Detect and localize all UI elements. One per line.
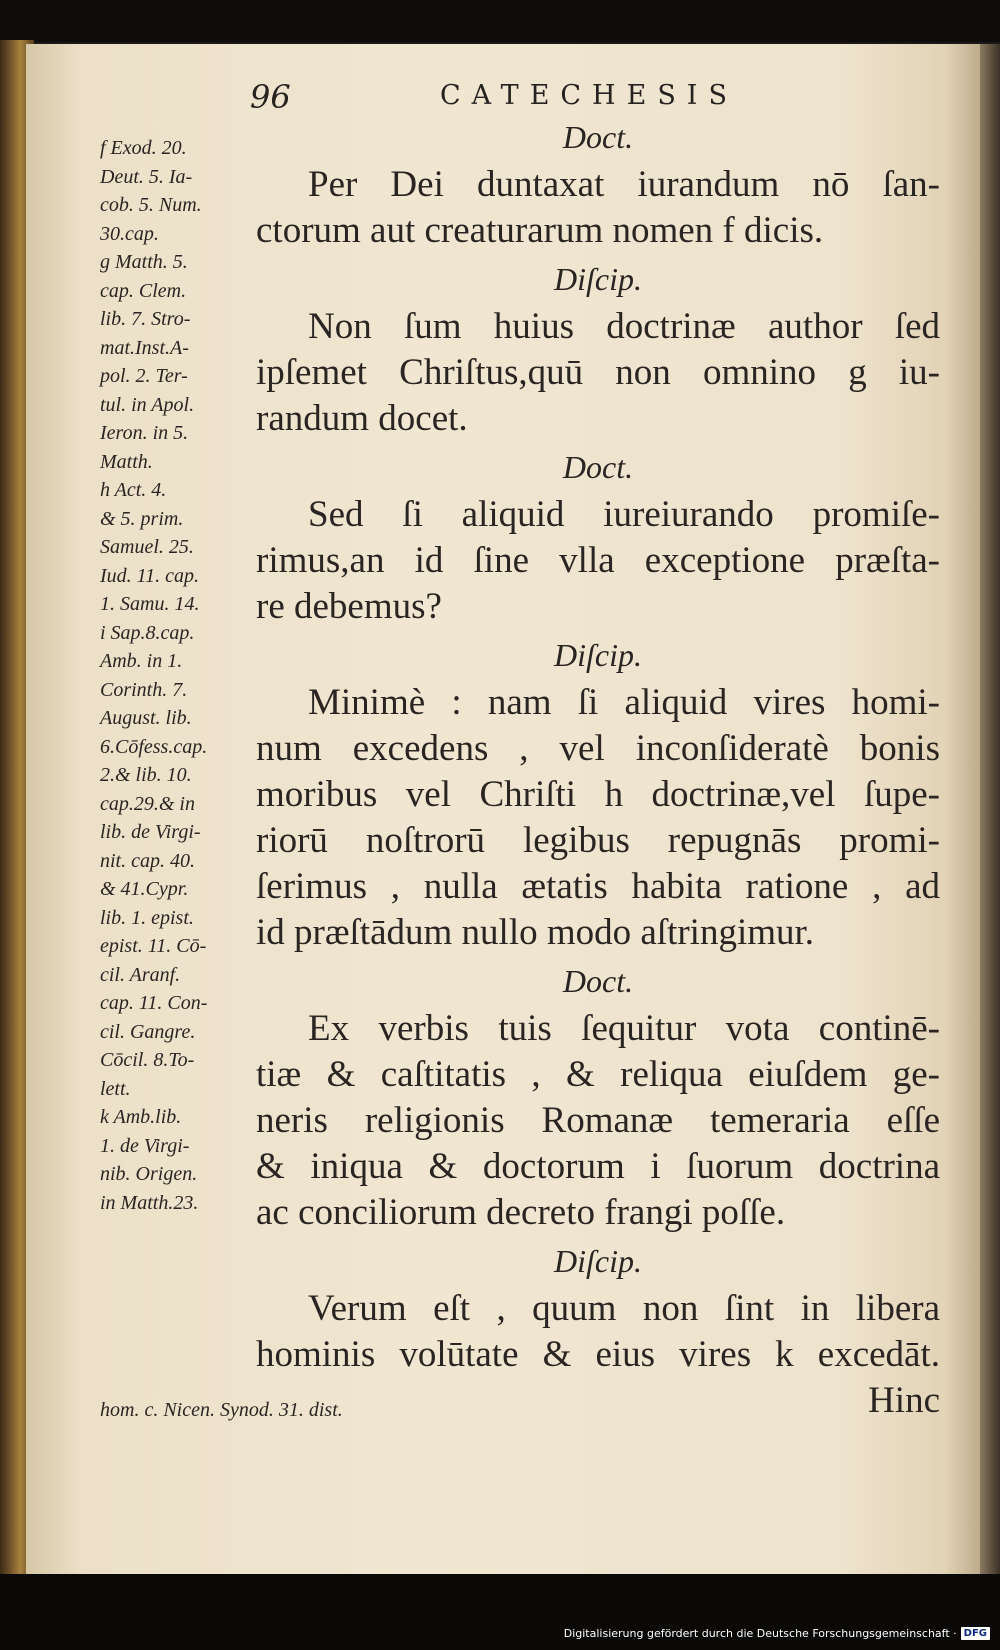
margin-note-line: cil. Gangre. [100, 1020, 196, 1043]
margin-note-line: & 41.Cypr. [100, 878, 189, 900]
page-right-shadow [980, 44, 1000, 1574]
margin-note-line: pol. 2. Ter- [100, 365, 188, 387]
margin-note-line: lib. 1. epist. [100, 906, 194, 929]
text-line: neris religionis Romanæ temeraria eſſe [256, 1100, 940, 1141]
margin-note-line: cap. 11. Con- [100, 992, 208, 1014]
margin-note-line: lib. 7. Stro- [100, 308, 191, 330]
margin-note-line: g Matth. 5. [100, 251, 188, 273]
text-line: Verum eſt , quum non ſint in libera [308, 1288, 940, 1329]
margin-note-line: i Sap.8.cap. [100, 621, 195, 644]
text-line: Non ſum huius doctrinæ author ſed [308, 306, 940, 347]
credit-text: Digitalisierung gefördert durch die Deutsche Forschungsgemeinschaft · [563, 1627, 957, 1640]
text-line: Minimè : nam ſi aliquid vires homi- [308, 682, 940, 723]
scan-top-border [0, 0, 1000, 42]
dfg-logo: DFG [961, 1627, 990, 1640]
speaker-label: Diſcip. [554, 261, 642, 297]
text-line: ſerimus , nulla ætatis habita ratione , ad [256, 866, 940, 907]
margin-note-line: August. lib. [100, 707, 192, 729]
margin-note-line: Corinth. 7. [100, 678, 188, 701]
margin-note-line: mat.Inst.A- [100, 336, 189, 359]
main-text [256, 112, 940, 1424]
text-line: id præſtādum nullo modo aſtringimur. [256, 912, 815, 953]
margin-note-line: h Act. 4. [100, 479, 167, 501]
speaker-label: Diſcip. [554, 1243, 642, 1279]
margin-note-line: 30.cap. [100, 222, 159, 245]
margin-note-line: & 5. prim. [100, 507, 184, 530]
text-line: & iniqua & doctorum i ſuorum doctrina [256, 1146, 940, 1187]
margin-note-line: lib. de Virgi- [100, 821, 201, 843]
speaker-label: Diſcip. [554, 637, 642, 673]
margin-note-line: k Amb.lib. [100, 1106, 182, 1128]
catchword: Hinc [868, 1380, 940, 1421]
margin-notes [100, 134, 343, 1421]
margin-note-line: tul. in Apol. [100, 393, 195, 416]
margin-note-line: in Matth.23. [100, 1191, 199, 1214]
text-line: Per Dei duntaxat iurandum nō ſan- [308, 164, 940, 205]
margin-note-line: epist. 11. Cō- [100, 935, 207, 957]
margin-note-line: cil. Aranf. [100, 963, 181, 986]
text-line: re debemus? [256, 586, 442, 627]
text-line: ac conciliorum decreto frangi poſſe. [256, 1192, 786, 1233]
margin-note-line: Samuel. 25. [100, 536, 194, 558]
text-line: rimus,an id ſine vlla exceptione præſta- [256, 540, 940, 581]
margin-note-line: 1. de Virgi- [100, 1134, 190, 1157]
text-line: ctorum aut creaturarum nomen f dicis. [256, 210, 824, 251]
margin-note-line: 2.& lib. 10. [100, 764, 192, 786]
margin-note-line: Amb. in 1. [100, 650, 183, 672]
text-line: tiæ & caſtitatis , & reliqua eiuſdem ge- [256, 1054, 940, 1095]
text-line: num excedens , vel inconſideratè bonis [256, 728, 940, 769]
speaker-label: Doct. [562, 119, 634, 155]
margin-note-line: Ieron. in 5. [100, 422, 189, 444]
text-line: Sed ſi aliquid iureiurando promiſe- [308, 494, 940, 535]
margin-note-line: cap. Clem. [100, 279, 187, 302]
speaker-label: Doct. [562, 963, 634, 999]
margin-note-line: Deut. 5. Ia- [100, 165, 193, 188]
margin-note-line: f Exod. 20. [100, 137, 187, 159]
margin-note-line: cap.29.& in [100, 792, 195, 815]
margin-note-bottom: hom. c. Nicen. Synod. 31. dist. [100, 1399, 343, 1421]
text-line: ipſemet Chriſtus,quū non omnino g iu- [256, 352, 940, 393]
margin-note-line: 6.Cōfess.cap. [100, 735, 208, 758]
text-line: moribus vel Chriſti h doctrinæ,vel ſupe- [256, 774, 940, 815]
speaker-label: Doct. [562, 449, 634, 485]
text-line: Ex verbis tuis ſequitur vota continē- [308, 1008, 940, 1049]
digitization-credit [564, 1627, 990, 1640]
text-line: riorū noſtrorū legibus repugnās promi- [256, 820, 940, 861]
margin-note-line: Matth. [100, 450, 153, 473]
running-head: CATECHESIS [440, 80, 738, 111]
margin-note-line: lett. [100, 1077, 131, 1100]
margin-note-line: nit. cap. 40. [100, 849, 195, 872]
page-number: 96 [250, 78, 291, 116]
text-line: hominis volūtate & eius vires k excedāt. [256, 1334, 940, 1375]
text-line: randum docet. [256, 398, 468, 439]
margin-note-line: cob. 5. Num. [100, 194, 202, 216]
margin-note-line: 1. Samu. 14. [100, 593, 200, 615]
margin-note-line: nib. Origen. [100, 1163, 198, 1185]
margin-note-line: Iud. 11. cap. [100, 564, 200, 587]
margin-note-line: Cōcil. 8.To- [100, 1049, 195, 1071]
